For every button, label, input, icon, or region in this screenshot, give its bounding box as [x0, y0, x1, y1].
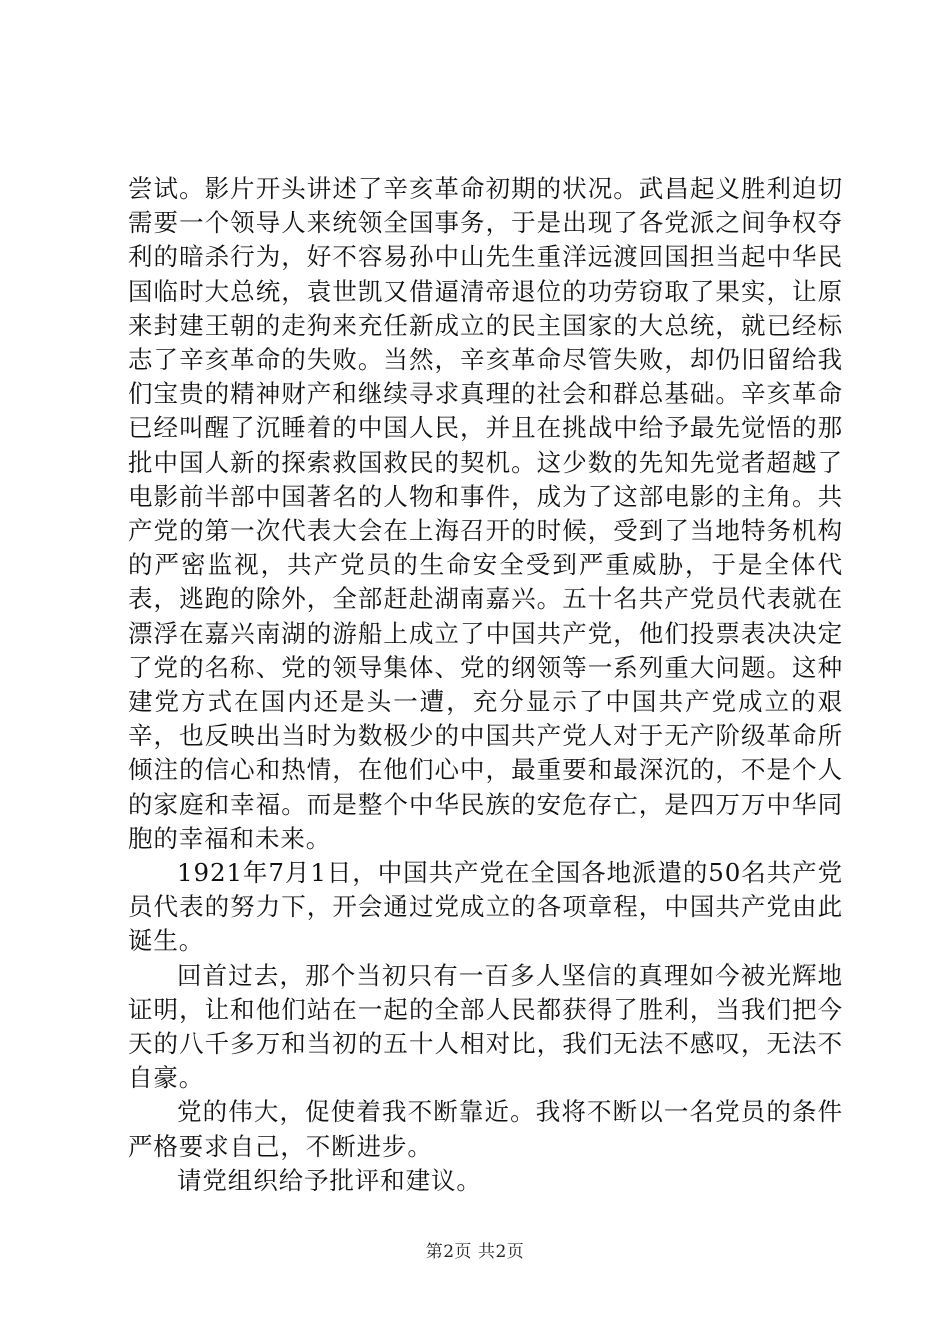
- paragraph-continuation: 尝试。影片开头讲述了辛亥革命初期的状况。武昌起义胜利迫切需要一个领导人来统领全国事务，于是出现了各党派之间争权夺利的暗杀行为，好不容易孙中山先生重洋远渡回国担当起中华民国临时大总统，袁世凯又借逼清帝退位的功劳窃取了果实，让原来封建王朝的走狗来充任新成立的民主国家的大总统，就已经标志了辛亥革命的失败。当然，辛亥革命尽管失败，却仍旧留给我们宝贵的精神财产和继续寻求真理的社会和群总基础。辛亥革命已经叫醒了沉睡着的中国人民，并且在挑战中给予最先觉悟的那批中国人新的探索救国救民的契机。这少数的先知先觉者超越了电影前半部中国著名的人物和事件，成为了这部电影的主角。共产党的第一次代表大会在上海召开的时候，受到了当地特务机构的严密监视，共产党员的生命安全受到严重威胁，于是全体代表，逃跑的除外，全部赶赴湖南嘉兴。五十名共产党员代表就在漂浮在嘉兴南湖的游船上成立了中国共产党，他们投票表决决定了党的名称、党的领导集体、党的纲领等一系列重大问题。这种建党方式在国内还是头一遭，充分显示了中国共产党成立的艰辛，也反映出当时为数极少的中国共产党人对于无产阶级革命所倾注的信心和热情，在他们心中，最重要和最深沉的，不是个人的家庭和幸福。而是整个中华民族的安危存亡，是四万万中华同胞的幸福和未来。: [128, 174, 843, 853]
- document-body: [128, 172, 843, 1198]
- paragraph-closing: 请党组织给予批评和建议。: [177, 1165, 482, 1195]
- paragraph-founding-date: 1921年7月1日，中国共产党在全国各地派遣的50名共产党员代表的努力下，开会通过党成立的各项章程，中国共产党由此诞生。: [128, 858, 843, 956]
- paragraph-reflection: 回首过去，那个当初只有一百多人坚信的真理如今被光辉地证明，让和他们站在一起的全部人民都获得了胜利，当我们把今天的八千多万和当初的五十人相对比，我们无法不感叹，无法不自豪。: [128, 960, 843, 1093]
- page-number-footer: 第2页 共2页: [425, 1242, 525, 1262]
- paragraph-commitment: 党的伟大，促使着我不断靠近。我将不断以一名党员的条件严格要求自己，不断进步。: [128, 1097, 843, 1161]
